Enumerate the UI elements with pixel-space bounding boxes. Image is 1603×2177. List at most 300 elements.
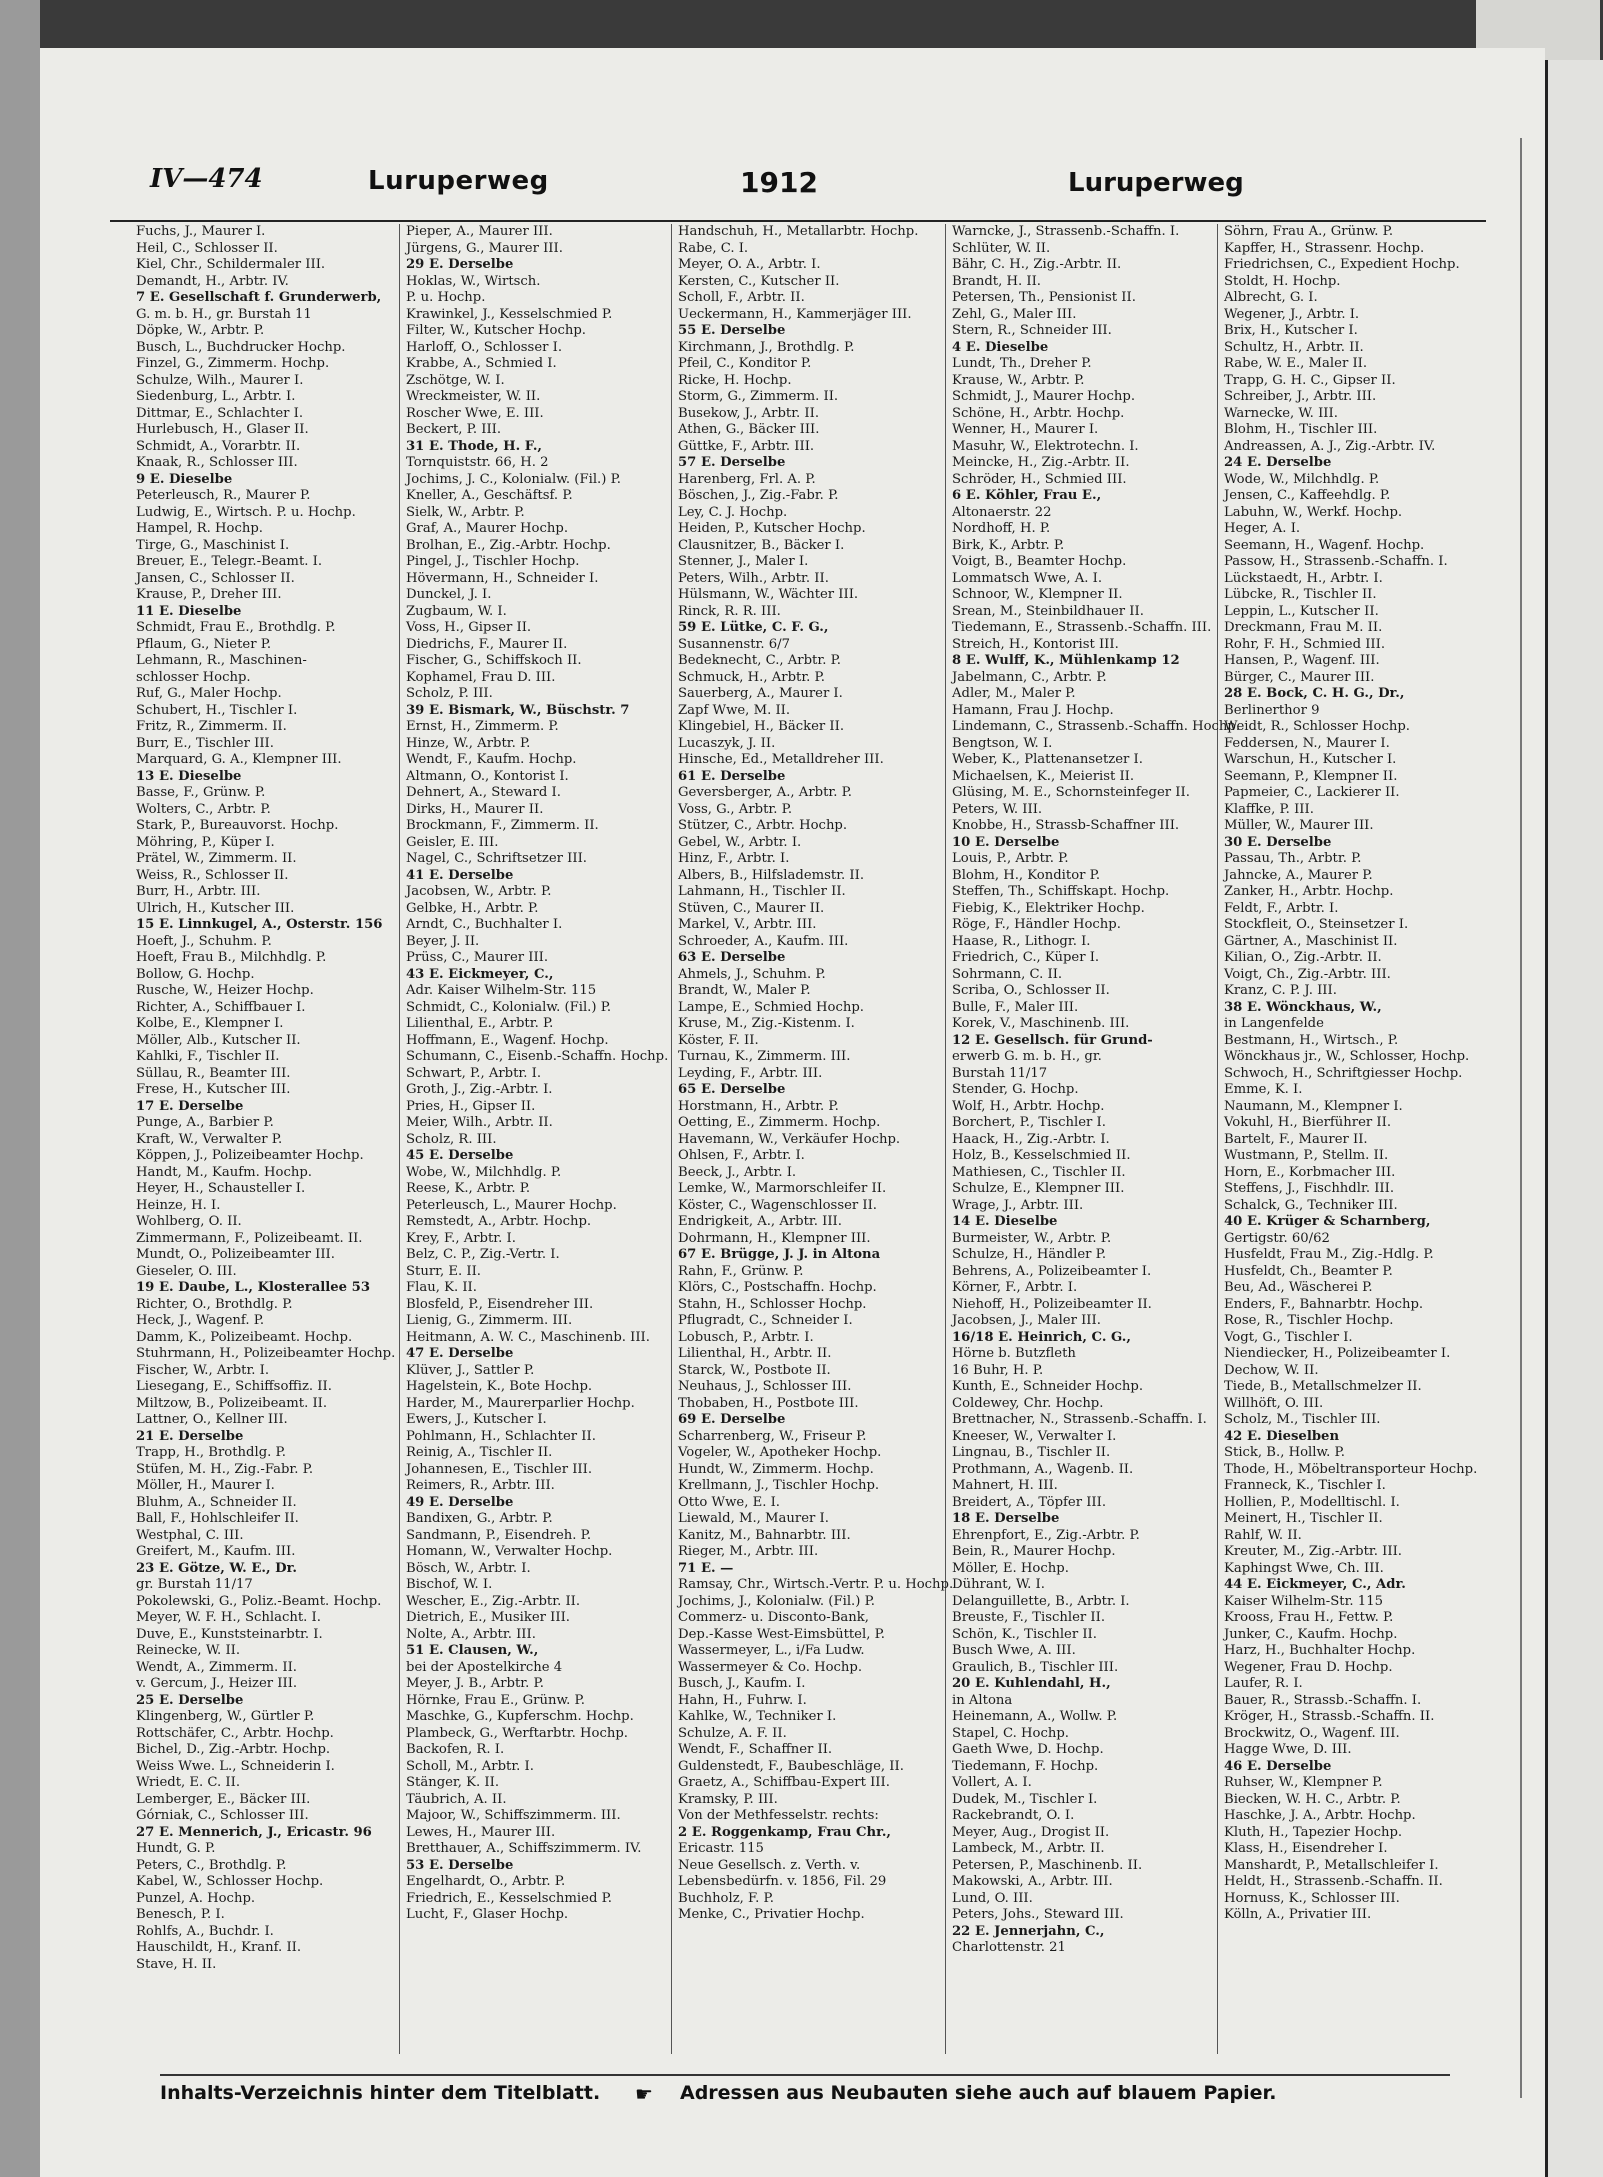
directory-entry: Turnau, K., Zimmerm. III. xyxy=(678,1049,851,1064)
directory-entry: Punzel, A. Hochp. xyxy=(136,1890,256,1906)
street-name-right: Luruperweg xyxy=(1068,168,1244,198)
directory-entry: Heger, A. I. xyxy=(1224,521,1301,536)
directory-entry: 29 E. Derselbe xyxy=(406,257,514,272)
directory-entry: Bischof, W. I. xyxy=(406,1577,493,1592)
directory-entry: Wescher, E., Zig.-Arbtr. II. xyxy=(406,1593,581,1609)
directory-entry: Handschuh, H., Metallarbtr. Hochp. xyxy=(678,224,919,239)
directory-entry: in Langenfelde xyxy=(1224,1016,1324,1031)
directory-entry: Dohrmann, H., Klempner III. xyxy=(678,1230,871,1246)
directory-entry: Bürger, C., Maurer III. xyxy=(1224,669,1375,685)
directory-entry: Demandt, H., Arbtr. IV. xyxy=(136,273,289,289)
directory-entry: Krause, P., Dreher III. xyxy=(136,587,282,602)
directory-entry: Müller, W., Maurer III. xyxy=(1224,818,1374,833)
directory-entry: Prätel, W., Zimmerm. II. xyxy=(136,851,297,866)
directory-entry: Coldewey, Chr. Hochp. xyxy=(952,1395,1104,1411)
directory-entry: Seemann, H., Wagenf. Hochp. xyxy=(1224,537,1425,553)
directory-entry: Siedenburg, L., Arbtr. I. xyxy=(136,389,296,404)
directory-entry: Stänger, K. II. xyxy=(406,1775,500,1790)
directory-entry: Holz, B., Kesselschmied II. xyxy=(952,1148,1131,1163)
directory-entry: Hoffmann, E., Wagenf. Hochp. xyxy=(406,1032,609,1048)
directory-entry: Krause, W., Arbtr. P. xyxy=(952,372,1085,388)
directory-entry: 12 E. Gesellsch. für Grund- xyxy=(952,1032,1153,1048)
footer-index-note: Inhalts-Verzeichnis hinter dem Titelblatt. xyxy=(160,2082,601,2104)
scan-margin-left xyxy=(0,0,40,2177)
directory-entry: Scholl, M., Arbtr. I. xyxy=(406,1758,534,1774)
column-1 xyxy=(130,224,400,2054)
directory-entry: Altonaerstr. 22 xyxy=(952,504,1052,520)
directory-entry: Niehoff, H., Polizeibeamter II. xyxy=(952,1296,1152,1312)
directory-entry: 25 E. Derselbe xyxy=(136,1692,244,1708)
directory-entry: 49 E. Derselbe xyxy=(406,1494,514,1510)
directory-entry: Körner, F., Arbtr. I. xyxy=(952,1280,1078,1295)
directory-entry: Feddersen, N., Maurer I. xyxy=(1224,735,1390,751)
directory-entry: Vogt, G., Tischler I. xyxy=(1224,1329,1353,1345)
directory-entry: Busch, L., Buchdrucker Hochp. xyxy=(136,339,346,355)
directory-entry: Pries, H., Gipser II. xyxy=(406,1098,536,1114)
directory-entry: Breuer, E., Telegr.-Beamt. I. xyxy=(136,554,323,569)
directory-entry: Hollien, P., Modelltischl. I. xyxy=(1224,1494,1400,1510)
directory-entry: Rahlf, W. II. xyxy=(1224,1527,1302,1543)
directory-entry: 27 E. Mennerich, J., Ericastr. 96 xyxy=(136,1824,372,1840)
directory-entry: 11 E. Dieselbe xyxy=(136,603,242,619)
directory-entry: Starck, W., Postbote II. xyxy=(678,1362,831,1378)
directory-entry: Brolhan, E., Zig.-Arbtr. Hochp. xyxy=(406,537,611,553)
directory-entry: 22 E. Jennerjahn, C., xyxy=(952,1923,1105,1939)
directory-entry: Sielk, W., Arbtr. P. xyxy=(406,504,525,520)
directory-entry: Böschen, J., Zig.-Fabr. P. xyxy=(678,488,839,503)
directory-entry: Wolf, H., Arbtr. Hochp. xyxy=(952,1098,1105,1114)
directory-entry: Nolte, A., Arbtr. III. xyxy=(406,1626,536,1642)
directory-entry: Sauerberg, A., Maurer I. xyxy=(678,686,843,701)
directory-entry: Ley, C. J. Hochp. xyxy=(678,504,788,520)
directory-entry: Kersten, C., Kutscher II. xyxy=(678,273,840,289)
column-4 xyxy=(946,224,1241,2054)
directory-entry: Burstah 11/17 xyxy=(952,1065,1048,1081)
directory-entry: Leppin, L., Kutscher II. xyxy=(1224,603,1379,619)
directory-entry: Wode, W., Milchhdlg. P. xyxy=(1224,471,1380,487)
directory-entry: Sturr, E. II. xyxy=(406,1263,481,1279)
directory-entry: Behrens, A., Polizeibeamter I. xyxy=(952,1263,1152,1279)
scan-next-page-edge xyxy=(1545,60,1603,2177)
directory-entry: Lommatsch Wwe, A. I. xyxy=(952,570,1103,586)
directory-entry: Täubrich, A. II. xyxy=(406,1791,507,1807)
directory-entry: Bengtson, W. I. xyxy=(952,735,1053,751)
directory-entry: Beu, Ad., Wäscherei P. xyxy=(1224,1280,1373,1295)
directory-entry: Michaelsen, K., Meierist II. xyxy=(952,768,1135,784)
directory-entry: Jensen, C., Kaffeehdlg. P. xyxy=(1224,488,1391,503)
directory-entry: Kahlke, W., Techniker I. xyxy=(678,1709,837,1724)
directory-entry: Schröder, H., Schmied III. xyxy=(952,471,1127,487)
directory-entry: Lampe, E., Schmied Hochp. xyxy=(678,999,864,1015)
directory-entry: Rahn, F., Grünw. P. xyxy=(678,1263,804,1279)
directory-entry: Heinze, H. I. xyxy=(136,1197,221,1213)
directory-columns xyxy=(130,224,1490,2074)
directory-entry: Peters, Johs., Steward III. xyxy=(952,1907,1124,1922)
column-2 xyxy=(400,224,672,2054)
directory-entry: Fiebig, K., Elektriker Hochp. xyxy=(952,900,1145,916)
directory-entry: Lienig, G., Zimmerm. III. xyxy=(406,1313,573,1328)
directory-entry: Flau, K. II. xyxy=(406,1280,477,1295)
directory-entry: Dep.-Kasse West-Eimsbüttel, P. xyxy=(678,1626,885,1642)
directory-entry: 28 E. Bock, C. H. G., Dr., xyxy=(1224,686,1405,701)
directory-entry: Husfeldt, Ch., Beamter P. xyxy=(1224,1263,1393,1279)
directory-entry: Wegener, Frau D. Hochp. xyxy=(1224,1659,1393,1675)
street-name-left: Luruperweg xyxy=(368,166,549,196)
directory-entry: Söhrn, Frau A., Grünw. P. xyxy=(1224,224,1394,239)
directory-entry: Warschun, H., Kutscher I. xyxy=(1224,752,1397,767)
directory-entry: Schalck, G., Techniker III. xyxy=(1224,1197,1398,1213)
directory-entry: Lilienthal, H., Arbtr. II. xyxy=(678,1346,832,1361)
directory-entry: Kanitz, M., Bahnarbtr. III. xyxy=(678,1527,851,1543)
directory-entry: Tornquiststr. 66, H. 2 xyxy=(406,455,549,470)
directory-entry: Gieseler, O. III. xyxy=(136,1263,237,1279)
directory-entry: Schreiber, J., Arbtr. III. xyxy=(1224,389,1377,404)
directory-entry: Blohm, H., Tischler III. xyxy=(1224,422,1378,437)
directory-entry: Krawinkel, J., Kesselschmied P. xyxy=(406,306,613,322)
directory-entry: Weidt, R., Schlosser Hochp. xyxy=(1224,719,1410,734)
directory-entry: Tiedemann, E., Strassenb.-Schaffn. III. xyxy=(952,620,1212,635)
directory-entry: Kolbe, E., Klempner I. xyxy=(136,1016,284,1031)
directory-entry: Kraft, W., Verwalter P. xyxy=(136,1131,283,1147)
directory-entry: Willhöft, O. III. xyxy=(1224,1395,1324,1411)
directory-entry: Fuchs, J., Maurer I. xyxy=(136,224,266,239)
directory-entry: Horstmann, H., Arbtr. P. xyxy=(678,1098,839,1114)
directory-entry: Ohlsen, F., Arbtr. I. xyxy=(678,1148,805,1163)
directory-entry: Dirks, H., Maurer II. xyxy=(406,801,544,817)
directory-entry: Oetting, E., Zimmerm. Hochp. xyxy=(678,1115,881,1130)
directory-entry: Glüsing, M. E., Schornsteinfeger II. xyxy=(952,785,1190,800)
directory-entry: Wriedt, E. C. II. xyxy=(136,1775,241,1790)
directory-entry: Meincke, H., Zig.-Arbtr. II. xyxy=(952,455,1130,470)
directory-entry: Pingel, J., Tischler Hochp. xyxy=(406,554,580,569)
directory-entry: Andreassen, A. J., Zig.-Arbtr. IV. xyxy=(1224,438,1436,454)
directory-entry: Peters, Wilh., Arbtr. II. xyxy=(678,570,829,586)
directory-entry: Manshardt, P., Metallschleifer I. xyxy=(1224,1857,1439,1873)
directory-entry: Warncke, J., Strassenb.-Schaffn. I. xyxy=(952,224,1180,239)
directory-entry: Westphal, C. III. xyxy=(136,1527,244,1543)
directory-entry: Fischer, G., Schiffskoch II. xyxy=(406,653,582,668)
directory-entry: Peters, C., Brothdlg. P. xyxy=(136,1857,287,1873)
directory-entry: Sandmann, P., Eisendreh. P. xyxy=(406,1527,592,1543)
directory-entry: Remstedt, A., Arbtr. Hochp. xyxy=(406,1214,592,1229)
directory-entry: Wassermeyer & Co. Hochp. xyxy=(678,1659,863,1675)
directory-entry: Trapp, G. H. C., Gipser II. xyxy=(1224,372,1396,388)
directory-entry: Neuhaus, J., Schlosser III. xyxy=(678,1379,852,1394)
directory-entry: Greifert, M., Kaufm. III. xyxy=(136,1544,296,1559)
directory-entry: Kruse, M., Zig.-Kistenm. I. xyxy=(678,1016,855,1031)
directory-entry: Rinck, R. R. III. xyxy=(678,603,781,619)
directory-entry: Schmidt, A., Vorarbtr. II. xyxy=(136,438,301,454)
directory-entry: Stockfleit, O., Steinsetzer I. xyxy=(1224,917,1409,932)
directory-entry: 40 E. Krüger & Scharnberg, xyxy=(1224,1214,1431,1229)
directory-entry: Klörs, C., Postschaffn. Hochp. xyxy=(678,1280,877,1295)
directory-entry: Petersen, P., Maschinenb. II. xyxy=(952,1857,1143,1873)
directory-entry: Graulich, B., Tischler III. xyxy=(952,1659,1119,1675)
directory-entry: Ueckermann, H., Kammerjäger III. xyxy=(678,306,912,322)
directory-entry: Ludwig, E., Wirtsch. P. u. Hochp. xyxy=(136,504,356,520)
directory-entry: Wegener, J., Arbtr. I. xyxy=(1224,306,1360,322)
directory-entry: Leyding, F., Arbtr. III. xyxy=(678,1065,823,1081)
directory-entry: Srean, M., Steinbildhauer II. xyxy=(952,603,1144,619)
directory-entry: Horn, E., Korbmacher III. xyxy=(1224,1164,1396,1180)
directory-entry: Schlüter, W. II. xyxy=(952,240,1051,256)
directory-entry: Ehrenpfort, E., Zig.-Arbtr. P. xyxy=(952,1527,1140,1543)
directory-entry: gr. Burstah 11/17 xyxy=(136,1577,253,1592)
directory-entry: Prothmann, A., Wagenb. II. xyxy=(952,1461,1134,1477)
directory-entry: Masuhr, W., Elektrotechn. I. xyxy=(952,438,1139,454)
directory-entry: Ahmels, J., Schuhm. P. xyxy=(678,966,826,982)
directory-entry: schlosser Hochp. xyxy=(136,669,251,685)
directory-entry: Reese, K., Arbtr. P. xyxy=(406,1181,531,1196)
directory-entry: Schulze, A. F. II. xyxy=(678,1725,787,1741)
directory-entry: Petersen, Th., Pensionist II. xyxy=(952,290,1136,305)
directory-entry: Gebel, W., Arbtr. I. xyxy=(678,834,802,850)
directory-entry: Bestmann, H., Wirtsch., P. xyxy=(1224,1032,1399,1048)
directory-entry: Hinsche, Ed., Metalldreher III. xyxy=(678,752,884,767)
directory-entry: Lucht, F., Glaser Hochp. xyxy=(406,1907,569,1922)
directory-entry: Menke, C., Privatier Hochp. xyxy=(678,1907,865,1922)
directory-entry: Blohm, H., Konditor P. xyxy=(952,867,1101,883)
directory-entry: Peterleusch, L., Maurer Hochp. xyxy=(406,1197,617,1213)
directory-entry: Stern, R., Schneider III. xyxy=(952,323,1112,338)
directory-entry: 15 E. Linnkugel, A., Osterstr. 156 xyxy=(136,917,383,932)
directory-entry: Storm, G., Zimmerm. II. xyxy=(678,389,839,404)
directory-entry: Stüfen, M. H., Zig.-Fabr. P. xyxy=(136,1461,314,1477)
directory-entry: Klaffke, P. III. xyxy=(1224,801,1314,817)
directory-entry: Kröger, H., Strassb.-Schaffn. II. xyxy=(1224,1709,1435,1724)
directory-entry: Scholz, M., Tischler III. xyxy=(1224,1412,1381,1427)
directory-entry: in Altona xyxy=(952,1692,1013,1708)
directory-entry: Albrecht, G. I. xyxy=(1224,290,1318,305)
directory-entry: Hoeft, Frau B., Milchhdlg. P. xyxy=(136,950,327,965)
directory-entry: Górniak, C., Schlosser III. xyxy=(136,1808,309,1823)
directory-entry: Gelbke, H., Arbtr. P. xyxy=(406,900,539,916)
directory-entry: Schwoch, H., Schriftgiesser Hochp. xyxy=(1224,1065,1463,1081)
directory-entry: Kunth, E., Schneider Hochp. xyxy=(952,1379,1144,1394)
directory-entry: Kiel, Chr., Schildermaler III. xyxy=(136,257,326,272)
directory-entry: Süllau, R., Beamter III. xyxy=(136,1065,291,1081)
directory-entry: Benesch, P. I. xyxy=(136,1907,225,1922)
directory-entry: 14 E. Dieselbe xyxy=(952,1214,1058,1229)
directory-entry: Emme, K. I. xyxy=(1224,1082,1303,1097)
directory-entry: Reinecke, W. II. xyxy=(136,1643,241,1658)
page-fold-line xyxy=(1520,138,1522,2098)
directory-entry: Bein, R., Maurer Hochp. xyxy=(952,1544,1116,1559)
directory-entry: Rose, R., Tischler Hochp. xyxy=(1224,1313,1394,1328)
directory-entry: Krellmann, J., Tischler Hochp. xyxy=(678,1478,880,1493)
directory-entry: 2 E. Roggenkamp, Frau Chr., xyxy=(678,1824,892,1840)
directory-entry: Lucaszyk, J. II. xyxy=(678,735,776,751)
directory-entry: Stützer, C., Arbtr. Hochp. xyxy=(678,818,848,833)
directory-entry: Duve, E., Kunststeinarbtr. I. xyxy=(136,1626,323,1642)
directory-entry: Schwart, P., Arbtr. I. xyxy=(406,1065,542,1081)
directory-entry: 57 E. Derselbe xyxy=(678,455,786,470)
directory-entry: Lübcke, R., Tischler II. xyxy=(1224,587,1377,602)
directory-entry: Krooss, Frau H., Fettw. P. xyxy=(1224,1610,1394,1625)
directory-entry: Pohlmann, H., Schlachter II. xyxy=(406,1428,596,1444)
directory-entry: Beyer, J. II. xyxy=(406,933,480,949)
directory-entry: Rackebrandt, O. I. xyxy=(952,1808,1075,1823)
directory-entry: Wrage, J., Arbtr. III. xyxy=(952,1197,1084,1213)
directory-entry: bei der Apostelkirche 4 xyxy=(406,1659,563,1675)
directory-entry: Heil, C., Schlosser II. xyxy=(136,240,278,256)
directory-entry: Laufer, R. I. xyxy=(1224,1676,1303,1691)
directory-entry: Lilienthal, E., Arbtr. P. xyxy=(406,1016,554,1031)
directory-entry: Rusche, W., Heizer Hochp. xyxy=(136,983,314,998)
directory-entry: Schroeder, A., Kaufm. III. xyxy=(678,933,849,949)
directory-entry: Junker, C., Kaufm. Hochp. xyxy=(1224,1626,1398,1642)
directory-entry: Busekow, J., Arbtr. II. xyxy=(678,405,820,421)
directory-entry: Hoklas, W., Wirtsch. xyxy=(406,273,541,289)
directory-entry: Rieger, M., Arbtr. III. xyxy=(678,1544,819,1559)
directory-entry: 55 E. Derselbe xyxy=(678,323,786,338)
directory-entry: Jahncke, A., Maurer P. xyxy=(1224,867,1373,883)
directory-entry: Lemberger, E., Bäcker III. xyxy=(136,1791,311,1807)
directory-entry: Niendiecker, H., Polizeibeamter I. xyxy=(1224,1346,1451,1361)
directory-entry: Johannesen, E., Tischler III. xyxy=(406,1461,593,1477)
directory-entry: Stenner, J., Maler I. xyxy=(678,554,809,569)
directory-entry: Zapf Wwe, M. II. xyxy=(678,702,791,718)
directory-entry: Lückstaedt, H., Arbtr. I. xyxy=(1224,570,1383,586)
directory-entry: Wönckhaus jr., W., Schlosser, Hochp. xyxy=(1224,1049,1470,1064)
directory-entry: Lattner, O., Kellner III. xyxy=(136,1412,288,1427)
directory-entry: Jochims, J. C., Kolonialw. (Fil.) P. xyxy=(406,471,621,487)
directory-entry: Hagge Wwe, D. III. xyxy=(1224,1742,1352,1757)
directory-entry: Lewes, H., Maurer III. xyxy=(406,1824,556,1840)
directory-entry: Meyer, W. F. H., Schlacht. I. xyxy=(136,1610,321,1625)
directory-entry: Naumann, M., Klempner I. xyxy=(1224,1098,1403,1114)
footer-newbuild-note: Adressen aus Neubauten siehe auch auf blauem Papier. xyxy=(680,2082,1277,2104)
directory-page xyxy=(40,48,1545,2177)
directory-entry: Stüven, C., Maurer II. xyxy=(678,900,825,916)
directory-entry: Stuhrmann, H., Polizeibeamter Hochp. xyxy=(136,1346,396,1361)
directory-entry: Feldt, F., Arbtr. I. xyxy=(1224,900,1339,916)
directory-entry: Reinig, A., Tischler II. xyxy=(406,1445,553,1460)
directory-entry: Handt, M., Kaufm. Hochp. xyxy=(136,1164,312,1180)
directory-entry: 10 E. Derselbe xyxy=(952,834,1060,850)
directory-entry: Liesegang, E., Schiffsoffiz. II. xyxy=(136,1379,332,1394)
directory-entry: Dechow, W. II. xyxy=(1224,1362,1319,1378)
directory-entry: Charlottenstr. 21 xyxy=(952,1940,1066,1955)
directory-entry: Möller, Alb., Kutscher II. xyxy=(136,1032,301,1048)
directory-entry: Bulle, F., Maler III. xyxy=(952,999,1079,1015)
directory-entry: 4 E. Dieselbe xyxy=(952,339,1049,355)
directory-entry: 23 E. Götze, W. E., Dr. xyxy=(136,1560,297,1576)
directory-entry: Hundt, W., Zimmerm. Hochp. xyxy=(678,1461,874,1477)
directory-entry: Graf, A., Maurer Hochp. xyxy=(406,521,569,536)
directory-entry: Hornuss, K., Schlosser III. xyxy=(1224,1890,1400,1906)
directory-entry: Schön, K., Tischler II. xyxy=(952,1626,1097,1642)
directory-entry: Majoor, W., Schiffszimmerm. III. xyxy=(406,1808,621,1823)
directory-entry: Groth, J., Zig.-Arbtr. I. xyxy=(406,1082,553,1097)
directory-entry: Stoldt, H. Hochp. xyxy=(1224,273,1341,289)
directory-entry: Athen, G., Bäcker III. xyxy=(678,422,820,437)
directory-entry: Heitmann, A. W. C., Maschinenb. III. xyxy=(406,1329,650,1345)
directory-entry: Kabel, W., Schlosser Hochp. xyxy=(136,1874,324,1889)
directory-entry: Lebensbedürfn. v. 1856, Fil. 29 xyxy=(678,1874,887,1889)
directory-entry: Heiden, P., Kutscher Hochp. xyxy=(678,521,866,536)
directory-entry: Clausnitzer, B., Bäcker I. xyxy=(678,537,845,553)
directory-entry: 13 E. Dieselbe xyxy=(136,768,242,784)
directory-entry: erwerb G. m. b. H., gr. xyxy=(952,1049,1102,1064)
directory-entry: Pokolewski, G., Poliz.-Beamt. Hochp. xyxy=(136,1593,382,1609)
directory-entry: Lehmann, R., Maschinen- xyxy=(136,653,307,668)
directory-entry: Möller, E. Hochp. xyxy=(952,1560,1069,1576)
directory-entry: Brandt, W., Maler P. xyxy=(678,983,811,998)
directory-entry: Lundt, Th., Dreher P. xyxy=(952,356,1092,371)
directory-entry: Rabe, C. I. xyxy=(678,240,749,256)
directory-entry: Hansen, P., Wagenf. III. xyxy=(1224,653,1380,668)
directory-entry: Rabe, W. E., Maler II. xyxy=(1224,356,1368,371)
directory-entry: Nagel, C., Schriftsetzer III. xyxy=(406,851,587,866)
directory-entry: Bichel, D., Zig.-Arbtr. Hochp. xyxy=(136,1742,331,1757)
directory-entry: Hülsmann, W., Wächter III. xyxy=(678,587,859,602)
directory-entry: Kneeser, W., Verwalter I. xyxy=(952,1428,1117,1444)
directory-entry: 65 E. Derselbe xyxy=(678,1082,786,1097)
directory-entry: Haase, R., Lithogr. I. xyxy=(952,933,1091,949)
directory-entry: Wendt, F., Kaufm. Hochp. xyxy=(406,752,577,767)
directory-entry: 71 E. — xyxy=(678,1560,734,1576)
directory-entry: Zanker, H., Arbtr. Hochp. xyxy=(1224,884,1394,899)
directory-entry: Wendt, F., Schaffner II. xyxy=(678,1742,833,1757)
directory-entry: Trapp, H., Brothdlg. P. xyxy=(136,1445,286,1460)
directory-entry: Meyer, J. B., Arbtr. P. xyxy=(406,1676,544,1691)
directory-entry: 31 E. Thode, H. F., xyxy=(406,438,543,454)
directory-entry: Thobaben, H., Postbote III. xyxy=(678,1395,859,1411)
directory-entry: Burr, E., Tischler III. xyxy=(136,735,274,751)
directory-entry: Kluth, H., Tapezier Hochp. xyxy=(1224,1824,1403,1840)
directory-entry: Kramsky, P. III. xyxy=(678,1791,778,1807)
directory-entry: Lobusch, P., Arbtr. I. xyxy=(678,1329,814,1345)
directory-entry: Busch Wwe, A. III. xyxy=(952,1643,1076,1658)
directory-entry: Harloff, O., Schlosser I. xyxy=(406,339,563,355)
directory-entry: Schmidt, J., Maurer Hochp. xyxy=(952,389,1136,404)
directory-entry: Jacobsen, W., Arbtr. P. xyxy=(406,884,552,899)
directory-entry: Otto Wwe, E. I. xyxy=(678,1494,780,1510)
directory-entry: Pflaum, G., Nieter P. xyxy=(136,636,272,652)
directory-entry: Hauschildt, H., Kranf. II. xyxy=(136,1940,302,1955)
directory-entry: Meyer, Aug., Drogist II. xyxy=(952,1824,1110,1840)
directory-entry: 51 E. Clausen, W., xyxy=(406,1643,539,1658)
directory-entry: Pflugradt, C., Schneider I. xyxy=(678,1313,853,1328)
directory-entry: Beckert, P. III. xyxy=(406,422,502,437)
directory-entry: Zschötge, W. I. xyxy=(406,372,505,388)
directory-entry: Roscher Wwe, E. III. xyxy=(406,405,544,421)
directory-entry: Wobe, W., Milchhdlg. P. xyxy=(406,1164,562,1180)
directory-entry: Tirge, G., Maschinist I. xyxy=(136,537,290,553)
directory-entry: Backofen, R. I. xyxy=(406,1742,505,1757)
directory-entry: Schultz, H., Arbtr. II. xyxy=(1224,339,1364,355)
directory-entry: Tiede, B., Metallschmelzer II. xyxy=(1224,1379,1422,1394)
directory-entry: Brettnacher, N., Strassenb.-Schaffn. I. xyxy=(952,1412,1207,1427)
directory-entry: Weiss, R., Schlosser II. xyxy=(136,867,289,883)
directory-entry: Klass, H., Eisendreher I. xyxy=(1224,1841,1388,1856)
directory-entry: Harder, M., Maurerparlier Hochp. xyxy=(406,1395,635,1411)
directory-entry: Heldt, H., Strassenb.-Schaffn. II. xyxy=(1224,1874,1443,1889)
directory-entry: Schmuck, H., Arbtr. P. xyxy=(678,669,825,685)
directory-entry: Heinemann, A., Wollw. P. xyxy=(952,1709,1118,1724)
directory-entry: Meyer, O. A., Arbtr. I. xyxy=(678,257,821,272)
directory-entry: Schöne, H., Arbtr. Hochp. xyxy=(952,405,1125,421)
directory-entry: Korek, V., Maschinenb. III. xyxy=(952,1016,1130,1031)
directory-entry: Hampel, R. Hochp. xyxy=(136,521,263,536)
directory-entry: Lund, O. III. xyxy=(952,1890,1033,1906)
directory-entry: Belz, C. P., Zig.-Vertr. I. xyxy=(406,1247,560,1262)
directory-entry: Mathiesen, C., Tischler II. xyxy=(952,1164,1126,1180)
directory-entry: Breuste, F., Tischler II. xyxy=(952,1610,1106,1625)
directory-entry: 16 Buhr, H. P. xyxy=(952,1362,1044,1378)
directory-entry: Friedrichsen, C., Expedient Hochp. xyxy=(1224,257,1460,272)
